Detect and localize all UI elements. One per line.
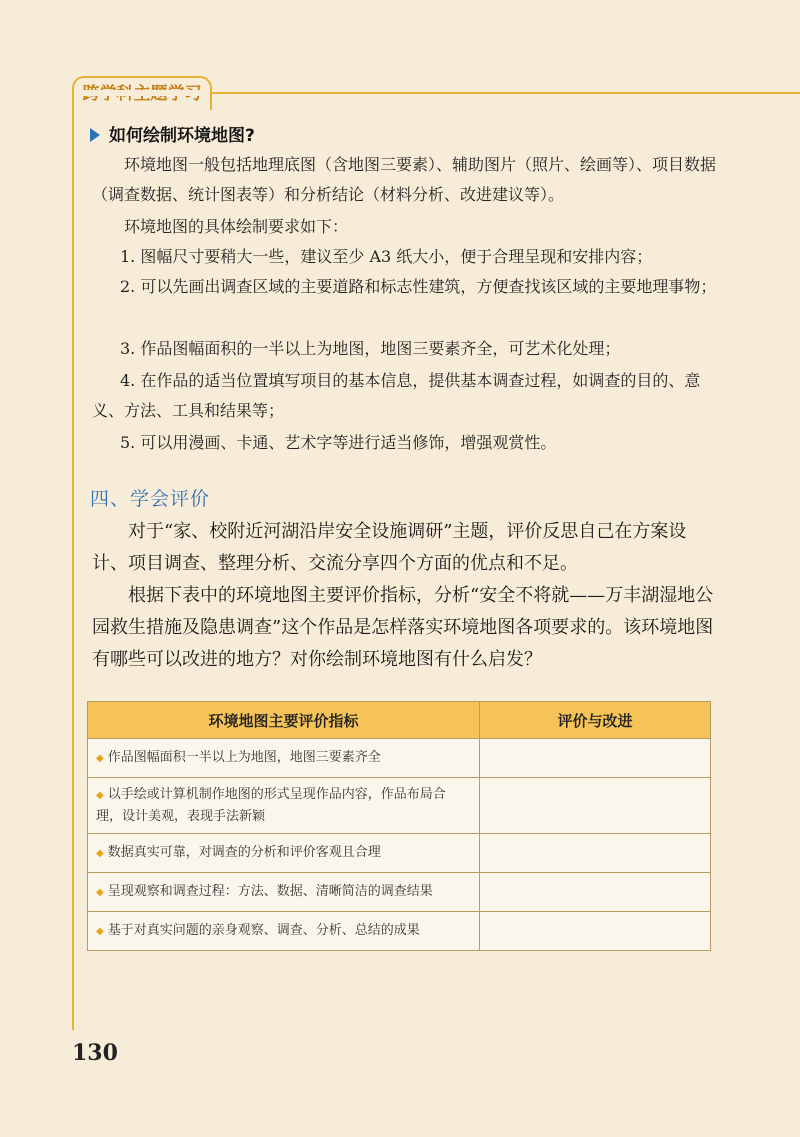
- criteria-text: 作品图幅面积一半以上为地图，地图三要素齐全: [107, 750, 381, 765]
- criteria-cell: [88, 834, 480, 873]
- criteria-cell: [88, 778, 480, 834]
- evaluation-cell[interactable]: [480, 912, 711, 951]
- evaluation-cell[interactable]: [480, 834, 711, 873]
- criteria-text: 以手绘或计算机制作地图的形式呈现作品内容，作品布局合理，设计美观，表现手法新颖: [96, 787, 446, 824]
- criteria-cell: [88, 912, 480, 951]
- diamond-bullet-icon: ◆: [96, 753, 104, 764]
- body-paragraph-2: 根据下表中的环境地图主要评价指标，分析“安全不将就——万丰湖湿地公园救生措施及隐患调查”这个作品是怎样落实环境地图各项要求的。该环境地图有哪些可以改进的地方？对你绘制环境地图有什么启发？: [92, 585, 714, 670]
- requirement-4: 4. 在作品的适当位置填写项目的基本信息，提供基本调查过程，如调查的目的、意义、方法、工具和结果等；: [92, 371, 701, 420]
- criteria-cell: [88, 739, 480, 778]
- body-paragraph-1: 对于“家、校附近河湖沿岸安全设施调研”主题，评价反思自己在方案设计、项目调查、整理分析、交流分享四个方面的优点和不足。: [92, 521, 687, 574]
- diamond-bullet-icon: ◆: [96, 887, 104, 898]
- table-row: [88, 873, 711, 912]
- table-row: [88, 912, 711, 951]
- evaluation-heading: 四、学会评价: [90, 488, 211, 510]
- table-header-row: [88, 702, 711, 739]
- intro-paragraph: 环境地图一般包括地理底图（含地图三要素）、辅助图片（照片、绘画等）、项目数据（调查数据、统计图表等）和分析结论（材料分析、改进建议等）。: [92, 155, 717, 204]
- criteria-cell: [88, 873, 480, 912]
- criteria-text: 呈现观察和调查过程：方法、数据、清晰简洁的调查结果: [107, 884, 433, 899]
- requirement-5: 5. 可以用漫画、卡通、艺术字等进行适当修饰，增强观赏性。: [120, 433, 557, 452]
- evaluation-cell[interactable]: [480, 873, 711, 912]
- table-row: [88, 778, 711, 834]
- table-row: [88, 739, 711, 778]
- requirement-2: 2. 可以先画出调查区域的主要道路和标志性建筑，方便查找该区域的主要地理事物；: [120, 277, 717, 296]
- diamond-bullet-icon: ◆: [96, 848, 104, 859]
- subsection-title-text: 如何绘制环境地图?: [109, 126, 255, 146]
- requirement-3: 3. 作品图幅面积的一半以上为地图，地图三要素齐全，可艺术化处理；: [120, 339, 621, 358]
- diamond-bullet-icon: ◆: [96, 790, 104, 801]
- subsection-title: [90, 121, 255, 146]
- requirement-1: 1. 图幅尺寸要稍大一些，建议至少 A3 纸大小，便于合理呈现和安排内容；: [120, 247, 653, 266]
- diamond-bullet-icon: ◆: [96, 926, 104, 937]
- table-row: [88, 834, 711, 873]
- page-number: 130: [72, 1040, 118, 1066]
- table-header-criteria: 环境地图主要评价指标: [88, 702, 480, 739]
- requirements-intro: 环境地图的具体绘制要求如下：: [124, 217, 349, 236]
- table-header-evaluation: 评价与改进: [480, 702, 711, 739]
- tab-joint: [74, 90, 210, 96]
- criteria-text: 基于对真实问题的亲身观察、调查、分析、总结的成果: [107, 923, 420, 938]
- evaluation-cell[interactable]: [480, 739, 711, 778]
- play-triangle-icon: [90, 128, 100, 142]
- evaluation-table: [87, 701, 711, 951]
- evaluation-cell[interactable]: [480, 778, 711, 834]
- criteria-text: 数据真实可靠，对调查的分析和评价客观且合理: [107, 845, 381, 860]
